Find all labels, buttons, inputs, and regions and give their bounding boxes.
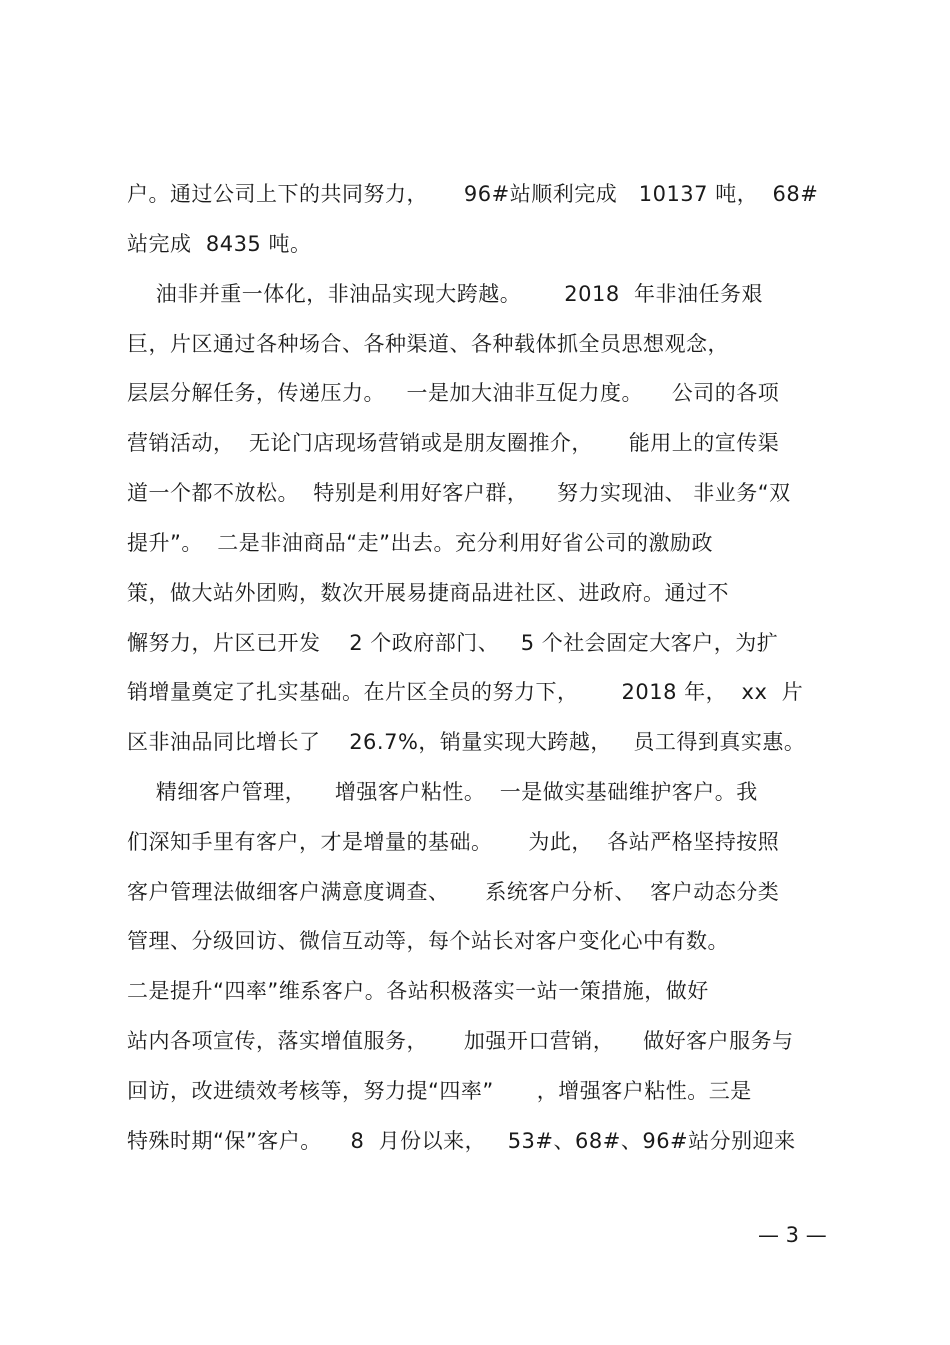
- text-line: 提升”。 二是非油商品“走”出去。充分利用好省公司的激励政: [127, 531, 713, 555]
- text-line: 油非并重一体化，非油品实现大跨越。 2018 年非油任务艰: [127, 282, 764, 306]
- text-line: 层层分解任务，传递压力。 一是加大油非互促力度。 公司的各项: [127, 381, 780, 405]
- text-line: 站内各项宣传，落实增值服务， 加强开口营销， 做好客户服务与: [127, 1029, 794, 1053]
- text-line: 道一个都不放松。 特别是利用好客户群， 努力实现油、 非业务“双: [127, 481, 791, 505]
- text-line: 二是提升“四率”维系客户。各站积极落实一站一策措施，做好: [127, 979, 709, 1003]
- text-line: 客户管理法做细客户满意度调查、 系统客户分析、 客户动态分类: [127, 880, 780, 904]
- page-number: — 3 —: [758, 1223, 827, 1247]
- text-line: 站完成 8435 吨。: [127, 232, 312, 256]
- text-line: 特殊时期“保”客户。 8 月份以来， 53#、68#、96#站分别迎来: [127, 1129, 796, 1153]
- text-line: 精细客户管理， 增强客户粘性。 一是做实基础维护客户。我: [127, 780, 758, 804]
- text-line: 区非油品同比增长了 26.7%，销量实现大跨越， 员工得到真实惠。: [127, 730, 806, 754]
- text-line: 管理、分级回访、微信互动等，每个站长对客户变化心中有数。: [127, 929, 729, 953]
- text-line: 营销活动， 无论门店现场营销或是朋友圈推介， 能用上的宣传渠: [127, 431, 780, 455]
- text-line: 回访，改进绩效考核等，努力提“四率” ，增强客户粘性。三是: [127, 1079, 752, 1103]
- text-line: 销增量奠定了扎实基础。在片区全员的努力下， 2018 年， xx 片: [127, 680, 804, 704]
- text-line: 策，做大站外团购，数次开展易捷商品进社区、进政府。通过不: [127, 581, 729, 605]
- text-line: 们深知手里有客户，才是增量的基础。 为此， 各站严格坚持按照: [127, 830, 780, 854]
- text-line: 巨，片区通过各种场合、各种渠道、各种载体抓全员思想观念，: [127, 332, 729, 356]
- text-line: 懈努力，片区已开发 2 个政府部门、 5 个社会固定大客户，为扩: [127, 631, 779, 655]
- text-line: 户。通过公司上下的共同努力， 96#站顺利完成 10137 吨， 68#: [127, 182, 819, 206]
